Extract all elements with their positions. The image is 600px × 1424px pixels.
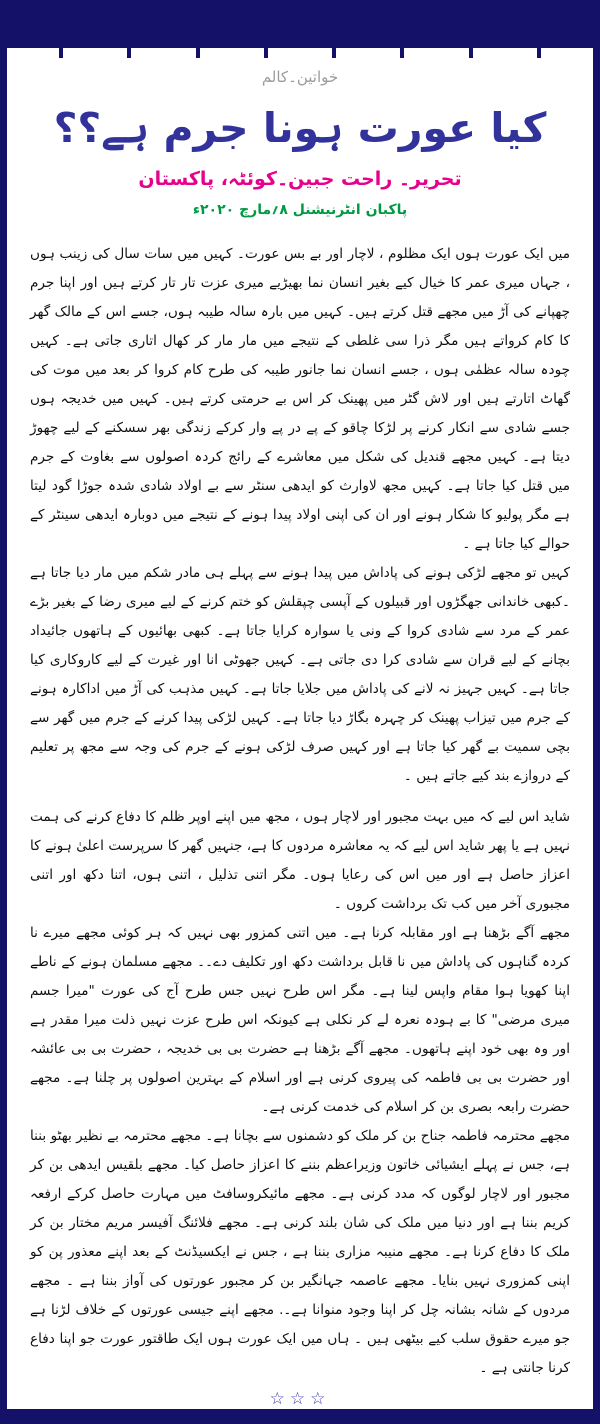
bottom-navy-bar [0,1409,600,1424]
ruler-tick [264,48,268,58]
end-of-article-stars: ☆☆☆ [269,1388,331,1409]
article-body [7,240,593,1383]
article-paragraph: مجھے محترمہ فاطمہ جناح بن کر ملک کو دشمنوں سے بچانا ہے۔ مجھے محترمہ بے نظیر بھٹو بننا ہے، جس نے پہلے ایشیائی خاتون وزیراعظم بننے کا اعزاز حاصل کیا۔ مجھے بلقیس ایدھی بن کر مجبور اور لاچار لوگوں کہ مدد کرنی ہے۔ مجھے مائیکروسافٹ میں مہارت حاصل کرکے ارفعہ کریم بننا ہے اور دنیا میں ملک کی شان بلند کرنی ہے۔ مجھے فلائنگ آفیسر مریم مختار بن کر ملک کا دفاع کرنا ہے۔ مجھے منیبہ مزاری بننا ہے ، جس نے ایکسیڈنٹ کے بعد اپنے معذور پن کو اپنی کمزوری نہیں بنایا۔ مجھے عاصمہ جہانگیر بن کر مجبور عورتوں کی آواز بننا ہے ۔ مجھے مردوں کے شانہ بشانہ چل کر اپنا وجود منوانا ہے۔. مجھے اپنے جیسی عورتوں کے خلاف لڑنا ہے جو میرے حقوق سلب کیے بیٹھی ہیں ۔ ہاں میں ایک عورت ہوں ایک طاقتور عورت جو اپنا دفاع کرنا جانتی ہے ۔ [30,1127,570,1376]
article-title: کیا عورت ہونا جرم ہے؟؟ [53,104,547,152]
article-byline: تحریر۔ راحت جبین۔کوئٹہ، پاکستان [138,167,462,190]
publication-date-line: پاکبان انٹرنیشنل ۸؍مارچ ۲۰۲۰ء [192,201,408,218]
ruler-tick [127,48,131,58]
ruler-tick [196,48,200,58]
article-paragraph: شاید اس لیے کہ میں بہت مجبور اور لاچار ہوں ، مجھ میں اپنے اوپر ظلم کا دفاع کرنے کی ہمت نہیں ہے یا پھر شاید اس لیے کہ یہ معاشرہ مردوں کا ہے، جنہیں گھر کا سرپرست اعلیٰ ہونے کا اعزاز حاصل ہے اور میں اس کی رعایا ہوں۔ مگر اتنی تذلیل ، اتنی ہوں، اتنا دکھ اور اتنی مجبوری آخر میں کب تک برداشت کروں ۔ [30,808,570,912]
ruler-tick [537,48,541,58]
article-paragraph: میں ایک عورت ہوں ایک مظلوم ، لاچار اور بے بس عورت۔ کہیں میں سات سال کی زینب ہوں ، جہاں میری عمر کا خیال کیے بغیر انسان نما بھیڑیے میری عزت تار تار کرتے ہیں اور اپنا جرم چھپانے کی آڑ میں مجھے قتل کرتے ہیں۔ کہیں میں بارہ سالہ طیبہ ہوں، جسے اس کے مالک گھر کا کام کرواتے ہیں مگر ذرا سی غلطی کے نتیجے میں مار مار کر کھال اتاری جاتی ہے۔ کہیں چودہ سالہ عظمٰی ہوں ، جسے انسان نما جانور طیبہ کی طرح کام کروا کر بعد میں موت کی گھاٹ اتارتے ہیں اور لاش گٹر میں پھینک کر اس بے حرمتی کرتے ہیں۔ کہیں میں خدیجہ ہوں جسے شادی سے انکار کرنے پر لڑکا چاقو کے پے در پے وار کرکے زندگی بھر سسکنے کے لیے چھوڑ دیتا ہے۔ کہیں مجھے قندیل کی شکل میں معاشرے کے رائج کردہ اصولوں سے بغاوت کے جرم میں قتل کیا جاتا ہے۔ کہیں مجھ لاوارث کو ایدھی سنٹر سے بے اولاد شادی شدہ جوڑا گود لیتا ہے مگر پولیو کا شکار ہونے اور ان کی اپنی اولاد پیدا ہونے کے نتیجے میں دوبارہ ایدھی سینٹر کے حوالے کیا جاتا ہے ۔ [30,245,570,552]
ruler-tick [332,48,336,58]
ruler-tick [59,48,63,58]
top-navy-bar [0,0,600,48]
column-section-label: خواتین۔کالم [261,68,339,86]
ruler-tick [469,48,473,58]
ruler-ticks [7,48,593,59]
content-frame [0,48,600,1409]
article-paragraph: کہیں تو مجھے لڑکی ہونے کی پاداش میں پیدا ہونے سے پہلے ہی مادر شکم میں مار دیا جاتا ہے ۔کبھی خاندانی جھگڑوں اور قبیلوں کے آپسی چپقلش کو ختم کرنے کے لیے میری رضا کے بغیر بڑے عمر کے مرد سے شادی کروا کے ونی یا سوارہ کرایا جاتا ہے۔ کبھی بھائیوں کے ہاتھوں جائیداد بچانے کے لیے قران سے شادی کرا دی جاتی ہے۔ کہیں جھوٹی انا اور غیرت کے لیے کاروکاری کیا جاتا ہے۔ کہیں جہیز نہ لانے کی پاداش میں جلایا جاتا ہے۔ کہیں مذہب کی آڑ میں اداکارہ ہونے کے جرم میں تیزاب پھینک کر چہرہ بگاڑ دیا جاتا ہے۔ کہیں لڑکی پیدا کرنے کے جرم میں گھر سے بچی سمیت بے گھر کیا جاتا ہے اور کہیں صرف لڑکی ہونے کے جرم کی وجہ سے مجھ پر تعلیم کے دروازے بند کیے جاتے ہیں ۔ [30,564,570,784]
ruler-tick [400,48,404,58]
article-paragraph: مجھے آگے بڑھنا ہے اور مقابلہ کرنا ہے۔ میں اتنی کمزور بھی نہیں کہ ہر کوئی مجھے میرے نا کردہ گناہوں کی پاداش میں نا قابل برداشت دکھ اور تکلیف دے۔۔ مجھے مسلمان ہونے کے ناطے اپنا کھویا ہوا مقام واپس لینا ہے۔ مگر اس طرح نہیں جس طرح آج کی عورت "میرا جسم میری مرضی" کا بے ہودہ نعرہ لے کر نکلی ہے کیونکہ اس طرح عزت نہیں ذلت میرا مقدر ہے اور وہ بھی خود اپنے ہاتھوں۔ مجھے آگے بڑھنا ہے حضرت بی بی خدیجہ ، حضرت بی بی عائشہ اور حضرت بی بی فاطمہ کی پیروی کرنی ہے اور اسلام کے بہترین اصولوں پر چلنا ہے۔ مجھے حضرت رابعہ بصری بن کر اسلام کی خدمت کرنی ہے۔ [30,924,570,1115]
